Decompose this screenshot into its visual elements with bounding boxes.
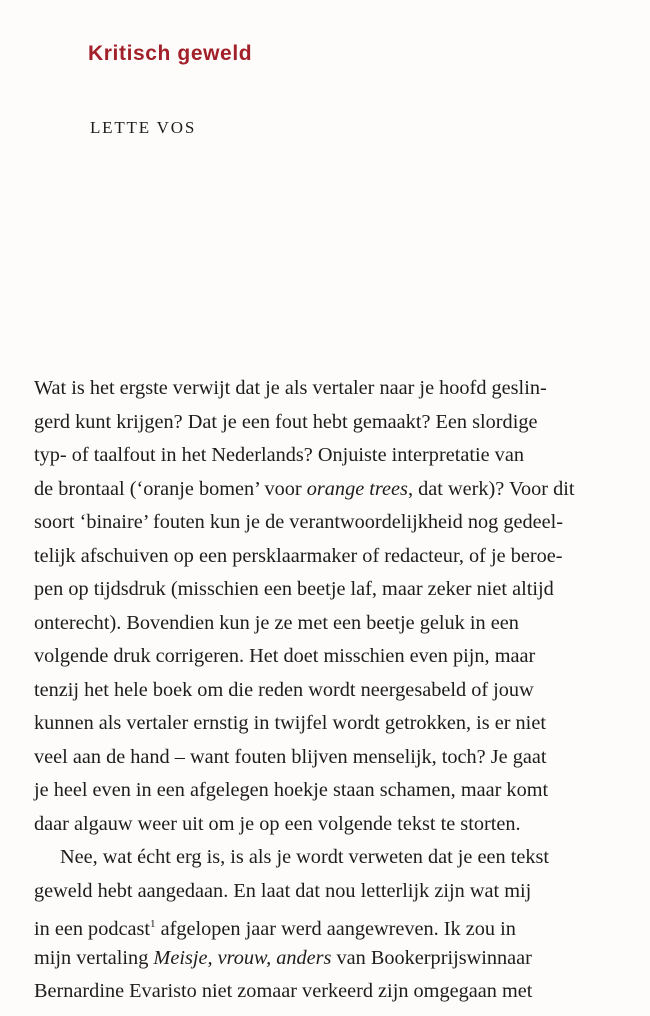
body-line: telijk afschuiven op een persklaarmaker of redacteur, of je beroe-	[34, 544, 563, 567]
body-line: onterecht). Bovendien kun je ze met een beetje geluk in een	[34, 611, 519, 634]
body-line: daar algauw weer uit om je op een volgende tekst te storten.	[34, 812, 521, 835]
body-line: geweld hebt aangedaan. En laat dat nou letterlijk zijn wat mij	[34, 879, 532, 902]
body-line: kunnen als vertaler ernstig in twijfel wordt getrokken, is er niet	[34, 712, 546, 734]
body-line: pen op tijdsdruk (misschien een beetje laf, maar zeker niet altijd	[34, 578, 554, 600]
body-line: Nee, wat écht erg is, is als je wordt verweten dat je een tekst	[60, 846, 550, 868]
body-line: je heel even in een afgelegen hoekje staan schamen, maar komt	[34, 779, 549, 801]
footnote-marker: 1	[150, 918, 156, 930]
article-title: Kritisch geweld	[88, 42, 253, 65]
body-line: in een podcast$^1$ afgelopen jaar werd aangewreven. Ik zou in	[34, 917, 516, 940]
body-line: volgende druk corrigeren. Het doet misschien even pijn, maar	[34, 645, 536, 667]
italic-title: Meisje, vrouw, anders	[153, 946, 332, 969]
article-body	[34, 372, 624, 1009]
body-line: gerd kunt krijgen? Dat je een fout hebt gemaakt? Een slordige	[34, 410, 538, 433]
article-author: LETTE VOS	[90, 118, 197, 137]
body-line: typ- of taalfout in het Nederlands? Onjuiste interpretatie van	[34, 444, 524, 466]
body-line: de brontaal (‘oranje bomen’ voor orange trees, dat werk)? Voor dit	[34, 477, 575, 500]
body-line: veel aan de hand – want fouten blijven menselijk, toch? Je gaat	[34, 745, 547, 768]
body-line: Bernardine Evaristo niet zomaar verkeerd zijn omgegaan met	[34, 980, 533, 1002]
body-line: tenzij het hele boek om die reden wordt neergesabeld of jouw	[34, 678, 534, 701]
body-line: mijn vertaling Meisje, vrouw, anders van Bookerprijswinnaar	[34, 946, 532, 969]
body-line: soort ‘binaire’ fouten kun je de verantwoordelijkheid nog gedeel-	[34, 511, 564, 533]
italic-title: orange trees	[306, 477, 408, 500]
body-line: Wat is het ergste verwijt dat je als vertaler naar je hoofd geslin-	[34, 377, 547, 399]
